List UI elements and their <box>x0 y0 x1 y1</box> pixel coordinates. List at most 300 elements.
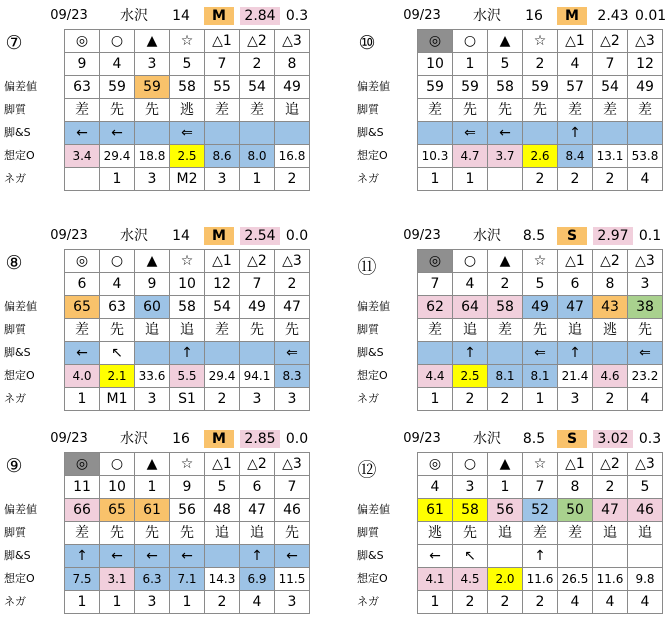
odds-cell: 2.1 <box>100 365 135 388</box>
mark-cell: ◎ <box>418 453 453 476</box>
pace-cell <box>593 122 628 145</box>
deviation-cell: 59 <box>418 76 453 99</box>
odds-cell: 7.1 <box>170 568 205 591</box>
running-style-cell: 先 <box>523 319 558 342</box>
deviation-cell: 54 <box>240 76 275 99</box>
nega-cell: 3 <box>558 388 593 411</box>
running-style-cell: 差 <box>65 319 100 342</box>
horse-number-cell: 6 <box>240 476 275 499</box>
mark-cell: △2 <box>240 453 275 476</box>
nega-cell <box>488 168 523 191</box>
nega-cell: 3 <box>135 388 170 411</box>
pace-cell: ← <box>100 545 135 568</box>
nega-cell: 1 <box>523 388 558 411</box>
running-style-cell: 追 <box>205 522 240 545</box>
deviation-cell: 66 <box>65 499 100 522</box>
race-venue: 水沢 <box>120 228 148 244</box>
mark-cell: △1 <box>205 30 240 53</box>
running-style-cell: 追 <box>275 99 310 122</box>
row-label: 脚質 <box>357 323 379 336</box>
race-grade: S <box>557 227 587 245</box>
horse-number-cell: 7 <box>240 273 275 296</box>
mark-cell: ☆ <box>170 250 205 273</box>
mark-cell: ◎ <box>65 30 100 53</box>
pace-cell: ↑ <box>558 122 593 145</box>
deviation-row <box>418 499 663 522</box>
deviation-cell: 49 <box>275 76 310 99</box>
running-style-row <box>418 522 663 545</box>
race-header <box>4 4 314 26</box>
running-style-cell: 先 <box>453 99 488 122</box>
horse-number-cell: 10 <box>100 476 135 499</box>
odds-cell: 23.2 <box>628 365 663 388</box>
horse-number-cell: 10 <box>418 53 453 76</box>
odds-cell: 11.5 <box>275 568 310 591</box>
race-panel <box>357 224 667 424</box>
deviation-cell: 63 <box>100 296 135 319</box>
running-style-cell: 差 <box>523 522 558 545</box>
pace-cell: ⇐ <box>628 342 663 365</box>
row-label: 脚質 <box>4 103 26 116</box>
odds-row <box>65 568 310 591</box>
mark-cell: △3 <box>628 250 663 273</box>
nega-row <box>418 168 663 191</box>
nega-cell: 2 <box>453 591 488 614</box>
horse-number-cell: 2 <box>275 273 310 296</box>
race-number: ⑪ <box>357 256 377 278</box>
race-diff: 0.0 <box>285 431 309 447</box>
mark-cell: △1 <box>205 250 240 273</box>
nega-cell: 1 <box>418 591 453 614</box>
race-panel <box>4 224 314 424</box>
deviation-cell: 54 <box>593 76 628 99</box>
odds-cell: 8.0 <box>240 145 275 168</box>
race-date: 09/23 <box>403 8 441 23</box>
horse-number-cell: 1 <box>135 476 170 499</box>
race-rate: 2.85 <box>240 430 280 448</box>
running-style-cell: 差 <box>558 522 593 545</box>
horse-number-cell: 4 <box>453 273 488 296</box>
pace-cell: ⇐ <box>170 122 205 145</box>
race-grade: M <box>204 430 234 448</box>
horse-number-cell: 8 <box>593 273 628 296</box>
pace-cell: ← <box>418 545 453 568</box>
horse-number-cell: 1 <box>453 53 488 76</box>
prediction-grid <box>64 452 310 614</box>
odds-cell: 2.0 <box>488 568 523 591</box>
odds-cell: 29.4 <box>100 145 135 168</box>
nega-cell: 2 <box>558 168 593 191</box>
mark-cell: △3 <box>275 453 310 476</box>
deviation-cell: 58 <box>453 499 488 522</box>
pace-row <box>418 122 663 145</box>
prediction-grid <box>417 452 663 614</box>
pace-cell <box>488 545 523 568</box>
mark-cell: ▲ <box>488 453 523 476</box>
pace-cell: ↑ <box>453 342 488 365</box>
horse-number-cell: 6 <box>65 273 100 296</box>
race-dist: 8.5 <box>522 431 546 447</box>
pace-cell <box>240 342 275 365</box>
mark-row <box>418 250 663 273</box>
running-style-cell: 先 <box>170 522 205 545</box>
race-rate: 2.43 <box>597 8 629 24</box>
nega-row <box>418 388 663 411</box>
horse-number-cell: 5 <box>628 476 663 499</box>
horse-number-cell: 8 <box>558 476 593 499</box>
mark-cell: ◎ <box>418 30 453 53</box>
pace-cell: ↑ <box>523 545 558 568</box>
deviation-cell: 58 <box>170 76 205 99</box>
horse-number-cell: 12 <box>628 53 663 76</box>
row-label: 脚&S <box>357 549 384 562</box>
odds-cell: 8.6 <box>205 145 240 168</box>
nega-cell: 4 <box>628 168 663 191</box>
race-rate: 2.54 <box>240 227 280 245</box>
row-label: 偏差値 <box>4 503 37 516</box>
mark-cell: ▲ <box>135 30 170 53</box>
running-style-cell: 先 <box>523 99 558 122</box>
race-rate: 3.02 <box>593 430 633 448</box>
odds-cell: 3.4 <box>65 145 100 168</box>
running-style-row <box>418 319 663 342</box>
pace-cell <box>628 545 663 568</box>
pace-cell: ← <box>135 545 170 568</box>
pace-cell: ← <box>65 342 100 365</box>
running-style-cell: 逃 <box>170 99 205 122</box>
pace-cell <box>558 545 593 568</box>
odds-cell: 16.8 <box>275 145 310 168</box>
mark-cell: △1 <box>558 250 593 273</box>
race-grade: M <box>204 7 234 25</box>
running-style-cell: 追 <box>558 319 593 342</box>
odds-cell: 2.5 <box>170 145 205 168</box>
deviation-cell: 49 <box>628 76 663 99</box>
race-rate: 2.97 <box>593 227 633 245</box>
odds-row <box>418 365 663 388</box>
prediction-grid <box>64 249 310 411</box>
running-style-cell: 先 <box>628 319 663 342</box>
running-style-cell: 逃 <box>593 319 628 342</box>
mark-cell: ◎ <box>65 250 100 273</box>
odds-cell: 8.1 <box>523 365 558 388</box>
running-style-row <box>418 99 663 122</box>
odds-row <box>65 365 310 388</box>
deviation-cell: 48 <box>205 499 240 522</box>
horse-number-cell: 4 <box>100 53 135 76</box>
row-label: 想定O <box>357 572 388 585</box>
nega-cell: 2 <box>593 168 628 191</box>
nega-cell: 3 <box>205 168 240 191</box>
odds-row <box>418 145 663 168</box>
nega-cell: 4 <box>593 591 628 614</box>
odds-cell: 4.6 <box>593 365 628 388</box>
running-style-cell: 差 <box>488 319 523 342</box>
mark-row <box>418 30 663 53</box>
race-panel <box>4 4 314 204</box>
odds-cell: 8.3 <box>275 365 310 388</box>
horse-number-cell: 5 <box>205 476 240 499</box>
pace-cell: ↑ <box>558 342 593 365</box>
running-style-cell: 差 <box>65 522 100 545</box>
row-label: 偏差値 <box>357 300 390 313</box>
horse-number-row <box>65 273 310 296</box>
odds-cell: 6.3 <box>135 568 170 591</box>
deviation-cell: 55 <box>205 76 240 99</box>
mark-cell: ○ <box>453 250 488 273</box>
row-label: 想定O <box>4 369 35 382</box>
nega-cell: 1 <box>65 591 100 614</box>
row-label: 脚&S <box>357 126 384 139</box>
pace-cell: ⇐ <box>453 122 488 145</box>
nega-cell: 4 <box>628 388 663 411</box>
race-dist: 8.5 <box>522 228 546 244</box>
deviation-cell: 49 <box>240 296 275 319</box>
horse-number-row <box>65 53 310 76</box>
deviation-cell: 56 <box>170 499 205 522</box>
pace-cell <box>135 122 170 145</box>
race-date: 09/23 <box>50 8 88 23</box>
mark-cell: ◎ <box>65 453 100 476</box>
race-date: 09/23 <box>50 228 88 243</box>
mark-cell: ▲ <box>135 250 170 273</box>
row-label: 脚&S <box>4 346 31 359</box>
nega-cell: 3 <box>135 591 170 614</box>
race-venue: 水沢 <box>473 8 501 24</box>
row-label: ネガ <box>357 392 379 405</box>
mark-cell: ◎ <box>418 250 453 273</box>
nega-cell: 3 <box>275 388 310 411</box>
pace-row <box>418 545 663 568</box>
deviation-cell: 65 <box>65 296 100 319</box>
mark-cell: △1 <box>205 453 240 476</box>
horse-number-cell: 3 <box>453 476 488 499</box>
horse-number-cell: 5 <box>170 53 205 76</box>
deviation-cell: 57 <box>558 76 593 99</box>
running-style-cell: 差 <box>593 99 628 122</box>
nega-cell: 4 <box>558 591 593 614</box>
odds-cell: 4.5 <box>453 568 488 591</box>
deviation-cell: 46 <box>275 499 310 522</box>
pace-row <box>418 342 663 365</box>
running-style-cell: 追 <box>453 319 488 342</box>
pace-cell <box>593 545 628 568</box>
mark-row <box>65 250 310 273</box>
running-style-row <box>65 99 310 122</box>
pace-row <box>65 545 310 568</box>
running-style-cell: 先 <box>275 522 310 545</box>
odds-cell: 29.4 <box>205 365 240 388</box>
race-date: 09/23 <box>50 431 88 446</box>
deviation-cell: 52 <box>523 499 558 522</box>
running-style-cell: 追 <box>240 522 275 545</box>
nega-cell: 2 <box>593 388 628 411</box>
race-header <box>357 427 667 449</box>
mark-cell: △2 <box>240 30 275 53</box>
prediction-grid <box>64 29 310 191</box>
horse-number-cell: 9 <box>135 273 170 296</box>
nega-cell: 1 <box>100 591 135 614</box>
deviation-cell: 38 <box>628 296 663 319</box>
odds-cell: 10.3 <box>418 145 453 168</box>
odds-cell: 5.5 <box>170 365 205 388</box>
running-style-cell: 先 <box>100 522 135 545</box>
nega-cell: 1 <box>240 168 275 191</box>
race-panel <box>357 427 667 627</box>
race-grade: M <box>204 227 234 245</box>
race-date: 09/23 <box>403 228 441 243</box>
mark-row <box>65 30 310 53</box>
nega-cell: 2 <box>523 591 558 614</box>
mark-cell: △2 <box>593 453 628 476</box>
deviation-cell: 59 <box>523 76 558 99</box>
mark-cell: △3 <box>628 453 663 476</box>
odds-row <box>418 568 663 591</box>
horse-number-cell: 7 <box>205 53 240 76</box>
horse-number-row <box>418 273 663 296</box>
race-diff: 0.3 <box>638 431 662 447</box>
odds-cell: 21.4 <box>558 365 593 388</box>
running-style-cell: 追 <box>135 319 170 342</box>
row-label: 偏差値 <box>357 503 390 516</box>
race-rate: 2.84 <box>240 7 280 25</box>
deviation-cell: 58 <box>488 76 523 99</box>
nega-cell: 2 <box>205 591 240 614</box>
odds-cell: 26.5 <box>558 568 593 591</box>
deviation-cell: 64 <box>453 296 488 319</box>
pace-cell <box>240 122 275 145</box>
pace-cell: ↖ <box>100 342 135 365</box>
race-venue: 水沢 <box>473 431 501 447</box>
horse-number-row <box>418 476 663 499</box>
odds-cell: 2.5 <box>453 365 488 388</box>
running-style-cell: 差 <box>418 319 453 342</box>
deviation-row <box>65 499 310 522</box>
nega-cell: 1 <box>170 591 205 614</box>
nega-cell: 2 <box>205 388 240 411</box>
horse-number-cell: 3 <box>135 53 170 76</box>
nega-cell: 1 <box>453 168 488 191</box>
running-style-cell: 差 <box>65 99 100 122</box>
row-label: 偏差値 <box>4 80 37 93</box>
deviation-cell: 47 <box>275 296 310 319</box>
nega-cell: 2 <box>523 168 558 191</box>
race-number: ⑧ <box>5 252 23 274</box>
pace-cell: ↖ <box>453 545 488 568</box>
pace-cell <box>523 122 558 145</box>
nega-row <box>65 168 310 191</box>
pace-cell <box>135 342 170 365</box>
deviation-cell: 58 <box>170 296 205 319</box>
race-venue: 水沢 <box>120 431 148 447</box>
mark-cell: △1 <box>558 453 593 476</box>
running-style-cell: 先 <box>453 522 488 545</box>
row-label: 偏差値 <box>357 80 390 93</box>
mark-cell: ▲ <box>135 453 170 476</box>
deviation-cell: 47 <box>593 499 628 522</box>
race-dist: 16 <box>525 8 543 24</box>
mark-cell: △3 <box>275 30 310 53</box>
horse-number-cell: 12 <box>205 273 240 296</box>
race-diff: 0.0 <box>285 228 309 244</box>
odds-cell: 11.6 <box>523 568 558 591</box>
mark-cell: △2 <box>240 250 275 273</box>
deviation-cell: 47 <box>558 296 593 319</box>
nega-row <box>65 591 310 614</box>
row-label: ネガ <box>4 392 26 405</box>
deviation-cell: 59 <box>453 76 488 99</box>
mark-cell: ○ <box>100 453 135 476</box>
mark-row <box>418 453 663 476</box>
row-label: 脚&S <box>4 126 31 139</box>
pace-cell <box>488 342 523 365</box>
running-style-cell: 差 <box>205 319 240 342</box>
nega-cell: 3 <box>135 168 170 191</box>
mark-cell: ○ <box>453 453 488 476</box>
odds-cell: 2.6 <box>523 145 558 168</box>
deviation-row <box>418 296 663 319</box>
mark-cell: ○ <box>100 30 135 53</box>
race-dist: 14 <box>172 8 190 24</box>
deviation-cell: 46 <box>628 499 663 522</box>
nega-cell: S1 <box>170 388 205 411</box>
pace-cell <box>205 122 240 145</box>
deviation-cell: 60 <box>135 296 170 319</box>
deviation-cell: 65 <box>100 499 135 522</box>
deviation-cell: 56 <box>488 499 523 522</box>
pace-cell: ↑ <box>240 545 275 568</box>
nega-cell: 4 <box>240 591 275 614</box>
horse-number-cell: 4 <box>100 273 135 296</box>
running-style-cell: 先 <box>135 522 170 545</box>
row-label: 脚&S <box>4 549 31 562</box>
running-style-cell: 先 <box>100 319 135 342</box>
nega-row <box>418 591 663 614</box>
race-diff: 0.01 <box>635 8 667 24</box>
horse-number-cell: 4 <box>558 53 593 76</box>
running-style-row <box>65 319 310 342</box>
deviation-cell: 63 <box>65 76 100 99</box>
pace-cell: ← <box>275 545 310 568</box>
odds-cell: 4.4 <box>418 365 453 388</box>
row-label: 想定O <box>4 149 35 162</box>
race-header <box>4 427 314 449</box>
horse-number-cell: 7 <box>418 273 453 296</box>
row-label: ネガ <box>357 595 379 608</box>
prediction-grid <box>417 249 663 411</box>
row-label: 想定O <box>4 572 35 585</box>
pace-cell <box>275 122 310 145</box>
odds-cell: 18.8 <box>135 145 170 168</box>
pace-cell: ← <box>100 122 135 145</box>
mark-cell: ☆ <box>523 453 558 476</box>
odds-cell: 7.5 <box>65 568 100 591</box>
horse-number-cell: 9 <box>170 476 205 499</box>
odds-cell: 11.6 <box>593 568 628 591</box>
nega-cell: 2 <box>488 388 523 411</box>
nega-cell: 2 <box>488 591 523 614</box>
race-venue: 水沢 <box>120 8 148 24</box>
row-label: ネガ <box>4 172 26 185</box>
race-panel <box>4 427 314 627</box>
horse-number-cell: 6 <box>558 273 593 296</box>
horse-number-cell: 5 <box>488 53 523 76</box>
deviation-row <box>65 76 310 99</box>
mark-cell: △1 <box>558 30 593 53</box>
odds-cell: 4.1 <box>418 568 453 591</box>
race-number: ⑫ <box>357 459 377 481</box>
pace-row <box>65 342 310 365</box>
